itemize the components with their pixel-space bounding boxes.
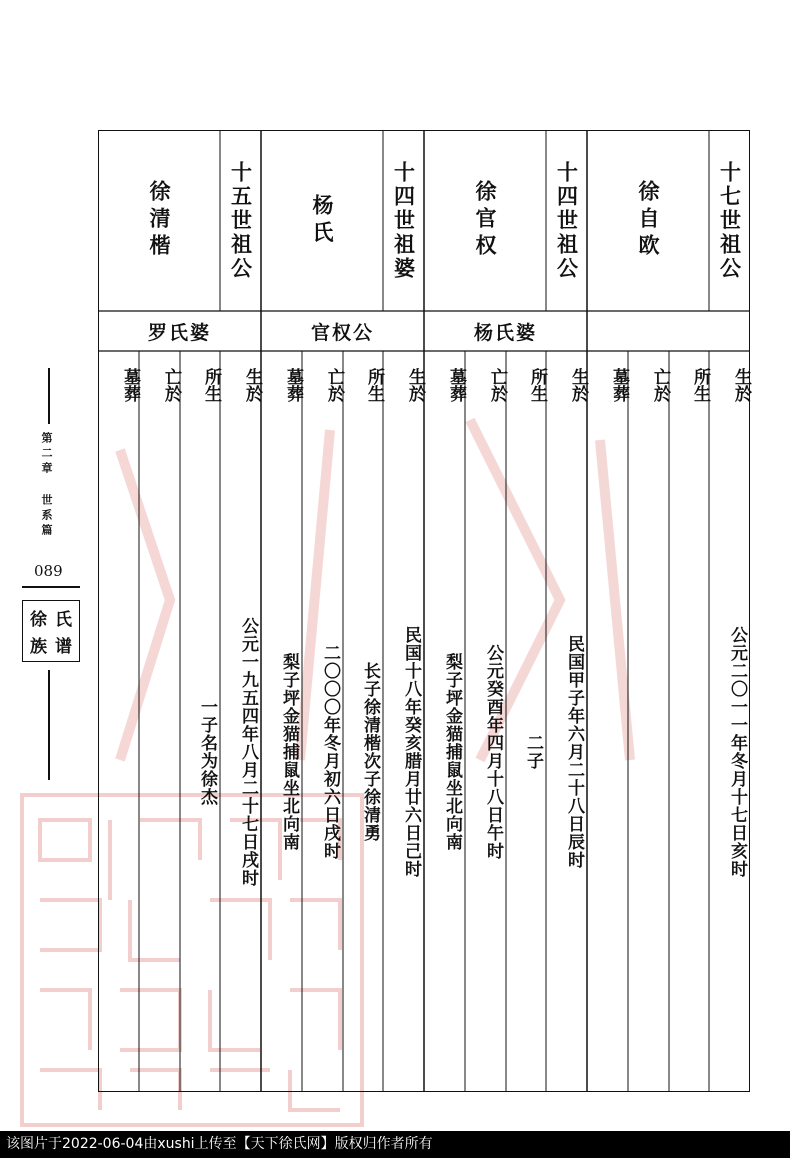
label-born: 生於 (242, 368, 262, 402)
label-buried: 墓葬 (609, 368, 629, 402)
person-name: 徐自欧 (636, 180, 660, 261)
died-value (628, 420, 669, 1080)
generation-title: 十七世祖公 (717, 160, 742, 281)
died-value: 公元癸酉年四月十八日午时 (483, 644, 503, 860)
person-name: 杨氏 (310, 193, 334, 248)
buried-value: 梨子坪金猫捕鼠坐北向南 (442, 653, 462, 851)
person-name: 徐官权 (473, 180, 497, 261)
born-value: 民国十八年癸亥腊月廿六日己时 (401, 626, 421, 878)
children-value (669, 420, 709, 1080)
page-number: 089 (34, 562, 63, 580)
born-value: 民国甲子年六月二十八日辰时 (564, 635, 584, 869)
label-died: 亡於 (487, 368, 507, 402)
margin-rule-bottom (48, 670, 50, 780)
died-value: 二〇〇〇年冬月初六日戌时 (320, 644, 340, 860)
logo-text (26, 604, 76, 658)
page-number-rule (22, 586, 80, 588)
buried-value (98, 420, 139, 1080)
label-buried: 墓葬 (446, 368, 466, 402)
label-children: 所生 (364, 368, 384, 402)
label-died: 亡於 (161, 368, 181, 402)
footer-bar: 该图片于2022-06-04由xushi上传至【天下徐氏网】版权归作者所有 (0, 1131, 790, 1158)
person-name: 徐清楷 (147, 180, 171, 261)
label-died: 亡於 (324, 368, 344, 402)
spouse-label: 官权公 (310, 321, 374, 344)
born-value: 公元一九五四年八月二十七日戌时 (238, 617, 258, 887)
genealogy-table (98, 130, 750, 1092)
died-value (139, 420, 180, 1080)
chapter-label: 第二章 世系篇 (40, 432, 53, 539)
label-children: 所生 (527, 368, 547, 402)
logo-char: 徐 (30, 610, 47, 630)
children-value: 长子徐清楷次子徐清勇 (360, 662, 380, 842)
children-value: 二子 (523, 734, 543, 770)
spouse-label (587, 311, 750, 351)
logo-char: 氏 (55, 610, 72, 630)
buried-value: 梨子坪金猫捕鼠坐北向南 (279, 653, 299, 851)
label-buried: 墓葬 (120, 368, 140, 402)
children-value: 一子名为徐杰 (197, 698, 217, 806)
label-born: 生於 (568, 368, 588, 402)
spouse-label: 杨氏婆 (473, 321, 537, 344)
generation-title: 十四世祖公 (554, 160, 579, 281)
margin-rule-top (48, 368, 50, 424)
generation-title: 十四世祖婆 (391, 160, 416, 281)
label-died: 亡於 (650, 368, 670, 402)
generation-title: 十五世祖公 (228, 160, 253, 281)
label-children: 所生 (201, 368, 221, 402)
buried-value (587, 420, 628, 1080)
label-born: 生於 (405, 368, 425, 402)
born-value: 公元二〇一一年冬月十七日亥时 (727, 626, 747, 878)
logo-char: 族 (30, 637, 47, 657)
label-buried: 墓葬 (283, 368, 303, 402)
label-born: 生於 (731, 368, 751, 402)
spouse-label: 罗氏婆 (147, 321, 211, 344)
label-children: 所生 (690, 368, 710, 402)
logo-char: 谱 (55, 637, 72, 657)
